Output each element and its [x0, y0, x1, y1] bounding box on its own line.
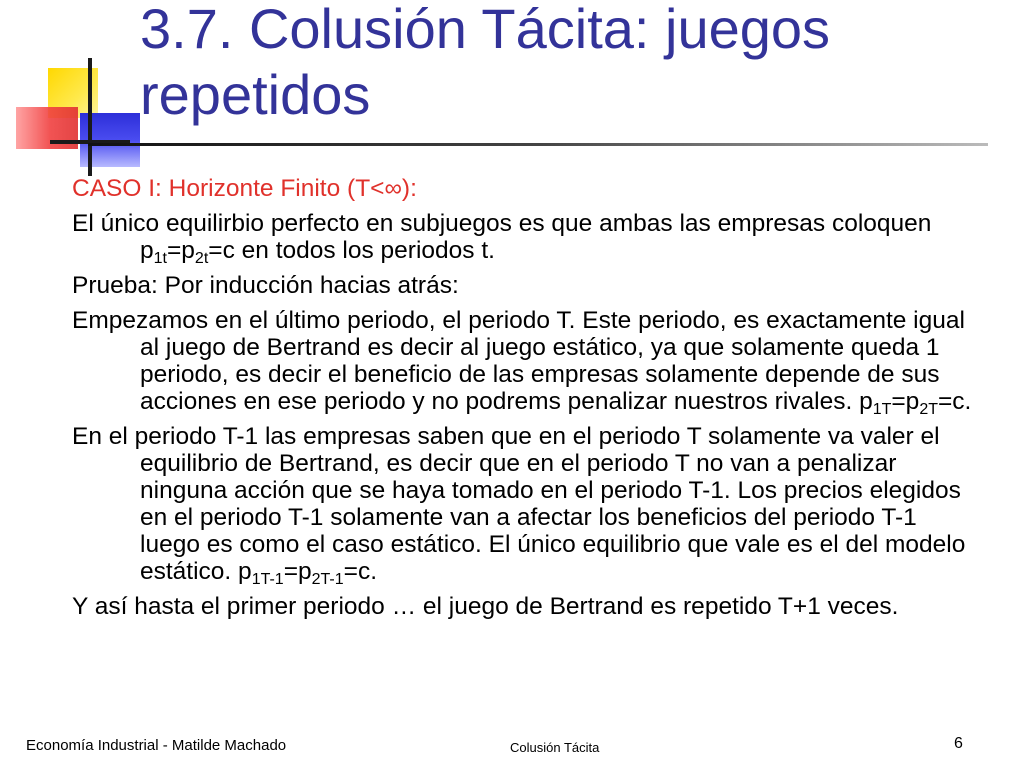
title-underline	[88, 143, 988, 146]
subscript: 2t	[194, 250, 209, 267]
text: En el periodo T-1 las empresas saben que en el periodo T solamente va valer el equilibrio de Bertrand, es decir que en el periodo T no van a penalizar ninguna acción que se haya tomado en el periodo T-1. Los precios elegidos en el periodo T-1 solamente van a afectar los beneficios del periodo T-1 luego es como el caso estático. El único equilibrio que vale es el del modelo estático. p	[72, 423, 966, 585]
decorative-logo	[0, 0, 150, 180]
text: =c.	[343, 558, 378, 585]
subscript: 1t	[153, 250, 167, 267]
subscript: 2T-1	[311, 571, 344, 588]
slide-body	[72, 175, 982, 628]
text: =c en todos los periodos t.	[208, 237, 495, 264]
paragraph-prueba	[72, 272, 982, 299]
text: Y así hasta el primer periodo … el juego de Bertrand es repetido T+1 veces.	[72, 593, 899, 620]
paragraph-equilibrio	[72, 210, 982, 267]
footer-topic: Colusión Tácita	[510, 740, 600, 755]
page-number: 6	[954, 735, 963, 752]
footer-author: Economía Industrial - Matilde Machado	[26, 737, 287, 754]
text: =p	[166, 237, 195, 264]
paragraph-ultimo-periodo	[72, 307, 982, 418]
paragraph-caso	[72, 175, 982, 202]
text: =p	[283, 558, 312, 585]
text: El único equilirbio perfecto en subjuegos es que ambas las empresas coloquen p	[72, 210, 932, 264]
text: =p	[891, 388, 920, 415]
text: =c.	[937, 388, 972, 415]
text: Empezamos en el último periodo, el periodo T. Este periodo, es exactamente igual al juego de Bertrand es decir al juego estático, ya que solamente queda 1 periodo, es decir el beneficio de las empresas solamente depende de sus acciones en ese periodo y no podrems penalizar nuestros rivales. p	[72, 307, 965, 415]
text: CASO I: Horizonte Finito (T<∞):	[72, 175, 417, 202]
slide-title: 3.7. Colusión Tácita: juegos repetidos	[140, 0, 831, 126]
paragraph-periodo-t-1	[72, 423, 982, 588]
logo-vertical-line	[88, 58, 92, 176]
paragraph-asi	[72, 593, 982, 620]
subscript: 1T-1	[251, 571, 284, 588]
text: Prueba: Por inducción hacias atrás:	[72, 272, 459, 299]
subscript: 2T	[919, 401, 938, 418]
subscript: 1T	[872, 401, 892, 418]
